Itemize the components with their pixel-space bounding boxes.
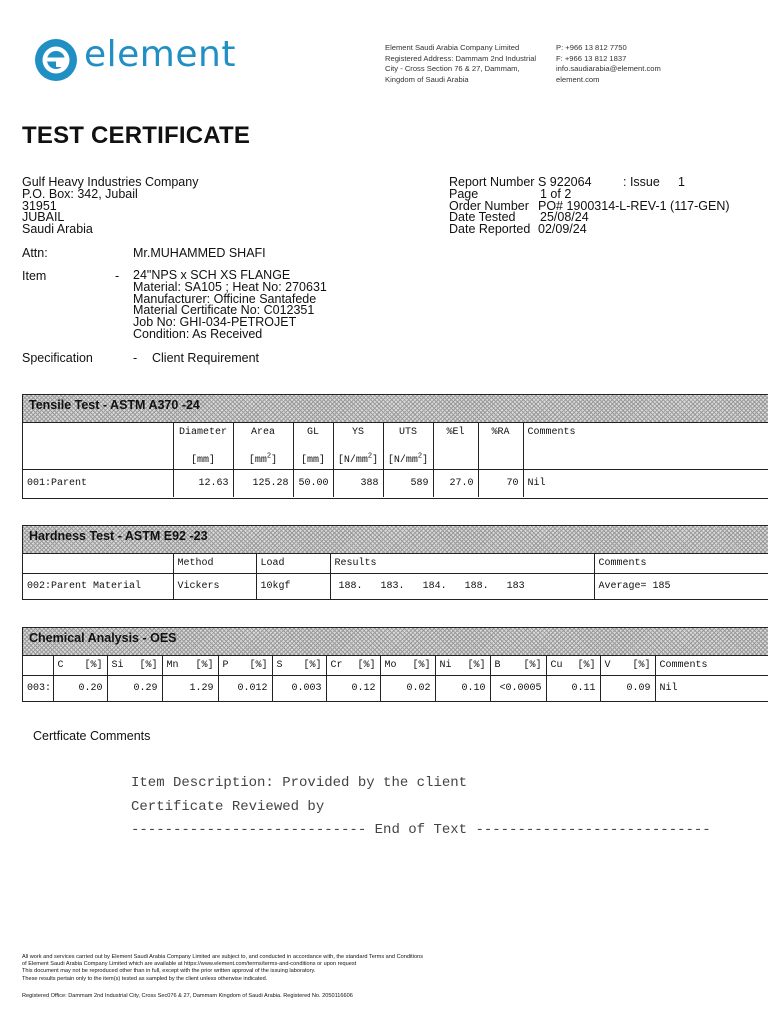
chem-col-v: V [%] [600, 656, 655, 675]
chem-mn-value: 1.29 [162, 675, 218, 701]
hardness-results-value: 188. 183. 184. 188. 183 [330, 573, 594, 599]
chem-b-value: <0.0005 [490, 675, 546, 701]
tensile-col-ys: YS $[N/mm^2]$ [333, 423, 383, 469]
tensile-row-id: 001:Parent [23, 469, 173, 497]
tensile-el-value: 27.0 [433, 469, 478, 497]
hardness-test-table [23, 554, 768, 599]
tensile-col-comments: Comments [523, 423, 768, 469]
chem-col-comments: Comments [655, 656, 768, 675]
chem-p-value: 0.012 [218, 675, 272, 701]
chem-comment-value: Nil [655, 675, 768, 701]
hardness-row-id: 002:Parent Material [23, 573, 173, 599]
tensile-header-row [23, 423, 768, 469]
element-logo-icon [34, 38, 78, 82]
tensile-comment-value: Nil [523, 469, 768, 497]
chem-col-cr: Cr [%] [326, 656, 380, 675]
certificate-comments-label: Certficate Comments [33, 729, 151, 743]
hardness-test-section [22, 525, 768, 600]
certificate-comments-text: Item Description: Provided by the client Certificate Reviewed by ---------------------------- End of Text ---------------------------- [131, 775, 711, 838]
tensile-col-area: Area $[mm^2]$ [233, 423, 293, 469]
chemical-analysis-title: Chemical Analysis - OES [23, 628, 768, 656]
tensile-test-table [23, 423, 768, 497]
tensile-gl-value: 50.00 [293, 469, 333, 497]
chem-c-value: 0.20 [53, 675, 107, 701]
chemical-analysis-section [22, 627, 768, 702]
chem-col-ni: Ni [%] [435, 656, 490, 675]
hardness-method-value: Vickers [173, 573, 256, 599]
tensile-col-uts: UTS $[N/mm^2]$ [383, 423, 433, 469]
chemical-header-row [23, 656, 768, 675]
tensile-col-ra: %RA [478, 423, 523, 469]
tensile-diameter-value: 12.63 [173, 469, 233, 497]
item-description: 24"NPS x SCH XS FLANGE Material: SA105 ; Heat No: 270631 Manufacturer: Officine Santafede Material Certificate No: C012351 Job No: GHI-034-PETROJET Condition: As Received [133, 268, 327, 341]
chemical-analysis-table [23, 656, 768, 701]
hardness-col-results: Results [330, 554, 594, 573]
report-details: Report Number S 922064 : Issue 1 Page 1 of 2 Order Number PO# 1900314-L-REV-1 (117-GEN) Date Tested 25/08/24 Date Reported 02/09/24 [449, 175, 730, 237]
company-address: Element Saudi Arabia Company Limited Registered Address: Dammam 2nd Industrial City - Cross Section 76 & 27, Dammam, Kingdom of Saudi Arabia [385, 43, 537, 84]
item-dash: - [115, 269, 120, 283]
registered-office: Registered Office: Dammam 2nd Industrial City, Cross Sec076 & 27, Dammam Kingdom of Saudi Arabia. Registered No. 2050116606 [22, 993, 353, 999]
hardness-col-comments: Comments [594, 554, 768, 573]
hardness-comment-value: Average= 185 [594, 573, 768, 599]
hardness-col-method: Method [173, 554, 256, 573]
tensile-col-diameter: Diameter [mm] [173, 423, 233, 469]
document-title: TEST CERTIFICATE [22, 122, 251, 149]
chem-col-si: Si [%] [107, 656, 162, 675]
chem-v-value: 0.09 [600, 675, 655, 701]
chem-col-mn: Mn [%] [162, 656, 218, 675]
attn-label: Attn: [22, 246, 48, 260]
hardness-col-load: Load [256, 554, 330, 573]
tensile-col-gl: GL [mm] [293, 423, 333, 469]
chem-col-c: C [%] [53, 656, 107, 675]
chem-col-cu: Cu [%] [546, 656, 600, 675]
chem-col-p: P [%] [218, 656, 272, 675]
tensile-col-el: %El [433, 423, 478, 469]
tensile-ys-value: 388 [333, 469, 383, 497]
hardness-load-value: 10kgf [256, 573, 330, 599]
table-row [23, 573, 768, 599]
tensile-uts-value: 589 [383, 469, 433, 497]
chem-col-s: S [%] [272, 656, 326, 675]
item-label: Item [22, 269, 47, 283]
hardness-test-title: Hardness Test - ASTM E92 -23 [23, 526, 768, 554]
chem-col-b: B [%] [490, 656, 546, 675]
table-row [23, 675, 768, 701]
chem-ni-value: 0.10 [435, 675, 490, 701]
tensile-test-section [22, 394, 768, 499]
chem-si-value: 0.29 [107, 675, 162, 701]
tensile-test-title: Tensile Test - ASTM A370 -24 [23, 395, 768, 423]
table-row [23, 469, 768, 497]
attn-value: Mr.MUHAMMED SHAFI [133, 246, 266, 260]
specification-label: Specification [22, 351, 93, 365]
chem-cr-value: 0.12 [326, 675, 380, 701]
chem-s-value: 0.003 [272, 675, 326, 701]
specification-dash: - [133, 351, 138, 365]
chem-mo-value: 0.02 [380, 675, 435, 701]
tensile-ra-value: 70 [478, 469, 523, 497]
brand-name: element [84, 34, 236, 75]
client-address: Gulf Heavy Industries Company P.O. Box: 342, Jubail 31951 JUBAIL Saudi Arabia [22, 175, 199, 237]
legal-disclaimer: All work and services carried out by Element Saudi Arabia Company Limited are subject to, and conducted in accordance with, the standard Terms and Conditions of Element Saudi Arabia Company Limited which are available at https://www.element.com/terms/terms-and-conditions or upon request This document may not be reproduced other than in full, except with the prior written approval of the issuing laboratory. These results pertain only to the item(s) tested as sampled by the client unless otherwise indicated. [22, 954, 423, 982]
chem-row-id: 003: [23, 675, 53, 701]
tensile-area-value: 125.28 [233, 469, 293, 497]
specification-value: Client Requirement [152, 351, 259, 365]
hardness-header-row [23, 554, 768, 573]
chem-cu-value: 0.11 [546, 675, 600, 701]
company-contact: P: +966 13 812 7750 F: +966 13 812 1837 info.saudiarabia@element.com element.com [556, 43, 661, 84]
chem-col-mo: Mo [%] [380, 656, 435, 675]
